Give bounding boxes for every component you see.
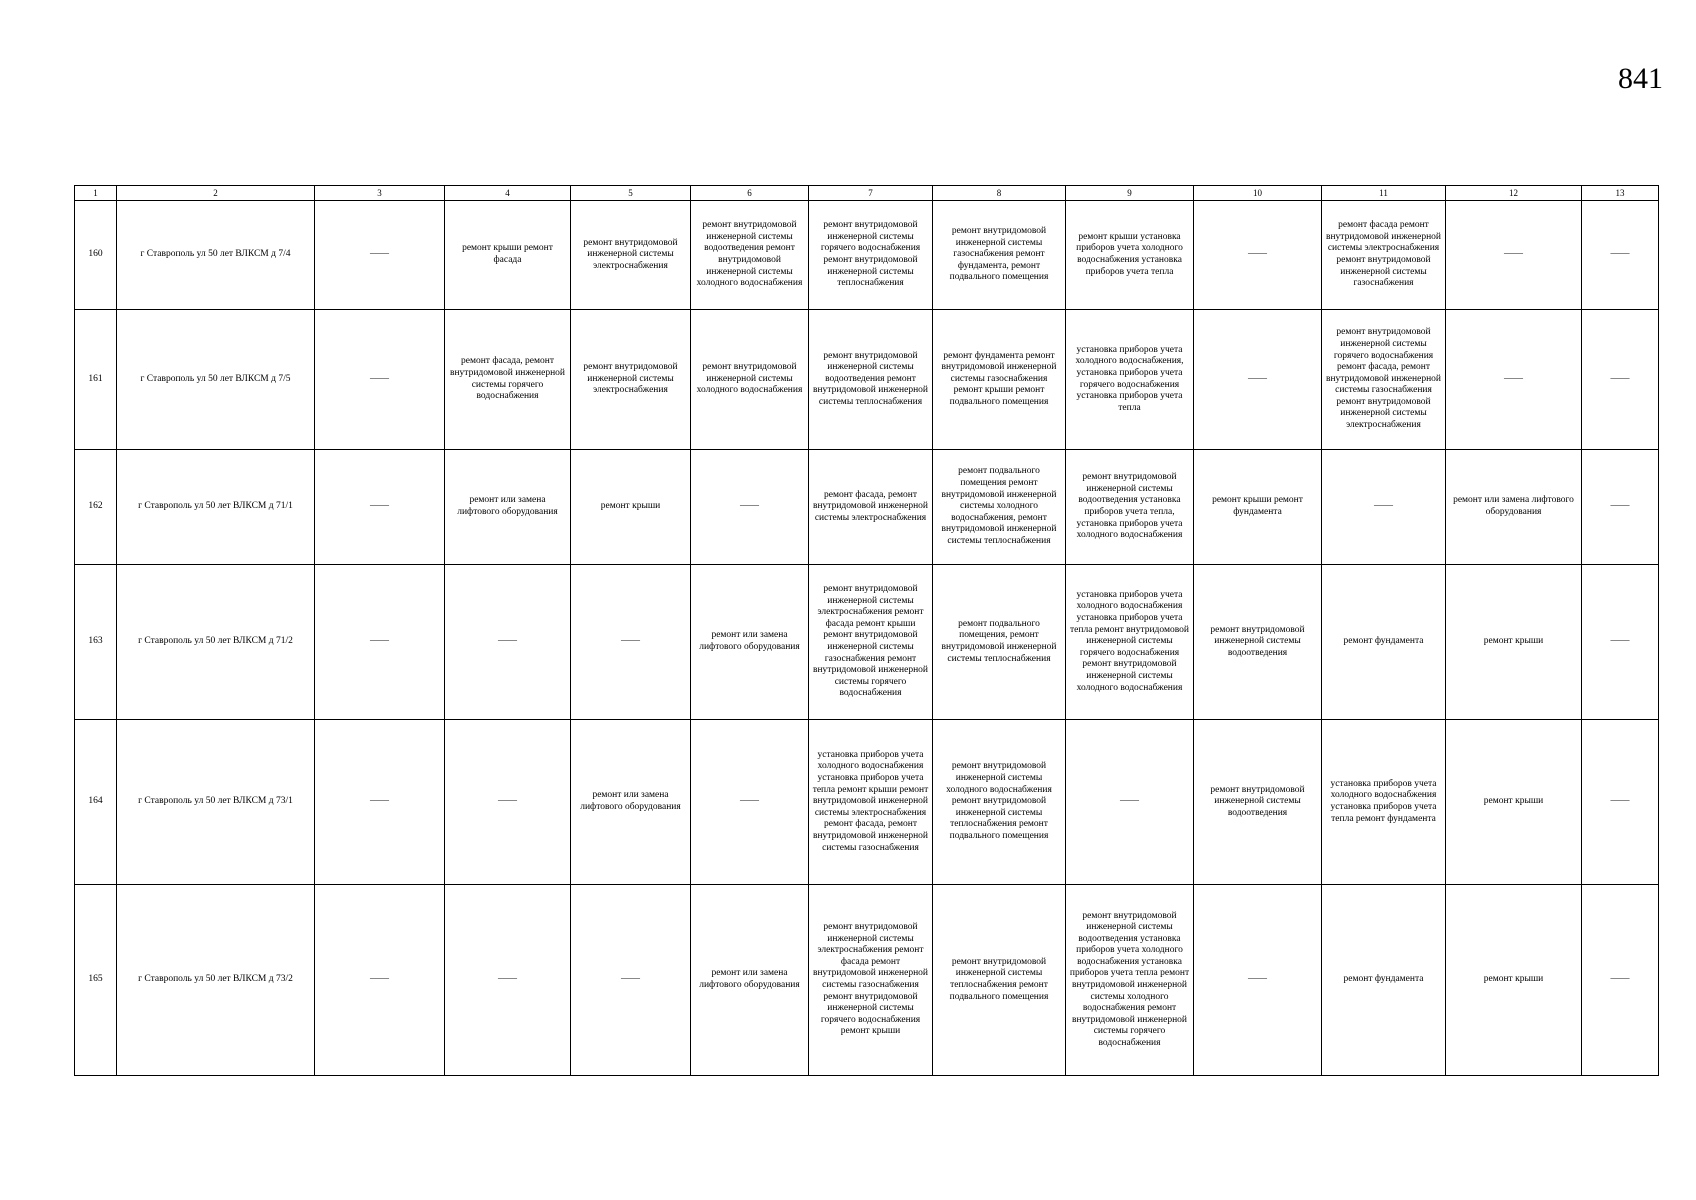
table-cell: ремонт внутридомовой инженерной системы теплоснабжения ремонт подвального помещения: [933, 885, 1066, 1076]
col-header: 4: [445, 186, 571, 201]
table-cell: ——: [315, 310, 445, 450]
table-cell: ремонт внутридомовой инженерной системы электроснабжения ремонт фасада ремонт внутридомовой инженерной системы газоснабжения ремонт внутридомовой инженерной системы горячего водоснабжения ремонт крыши: [809, 885, 933, 1076]
col-header: 9: [1066, 186, 1194, 201]
col-header: 3: [315, 186, 445, 201]
table-cell: ремонт внутридомовой инженерной системы холодного водоснабжения ремонт внутридомовой инженерной системы теплоснабжения ремонт подвального помещения: [933, 720, 1066, 885]
table-cell: ремонт или замена лифтового оборудования: [445, 450, 571, 565]
row-number: 164: [75, 720, 117, 885]
table-cell: ремонт крыши: [1446, 720, 1582, 885]
table-cell: ——: [1582, 310, 1659, 450]
table-cell: ремонт внутридомовой инженерной системы водоотведения ремонт внутридомовой инженерной системы холодного водоснабжения: [691, 201, 809, 310]
address-cell: г Ставрополь ул 50 лет ВЛКСМ д 71/1: [117, 450, 315, 565]
table-cell: ремонт подвального помещения, ремонт внутридомовой инженерной системы теплоснабжения: [933, 565, 1066, 720]
table-cell: установка приборов учета холодного водоснабжения, установка приборов учета горячего водоснабжения установка приборов учета тепла: [1066, 310, 1194, 450]
table-cell: ——: [1446, 201, 1582, 310]
col-header: 12: [1446, 186, 1582, 201]
table-cell: ремонт внутридомовой инженерной системы горячего водоснабжения ремонт внутридомовой инженерной системы теплоснабжения: [809, 201, 933, 310]
col-header: 10: [1194, 186, 1322, 201]
row-number: 165: [75, 885, 117, 1076]
row-number: 163: [75, 565, 117, 720]
table-row: [75, 565, 1659, 720]
address-cell: г Ставрополь ул 50 лет ВЛКСМ д 7/4: [117, 201, 315, 310]
col-header: 7: [809, 186, 933, 201]
address-cell: г Ставрополь ул 50 лет ВЛКСМ д 73/2: [117, 885, 315, 1076]
table-cell: ——: [1322, 450, 1446, 565]
col-header: 1: [75, 186, 117, 201]
column-number-row: [75, 186, 1659, 201]
table-cell: ремонт внутридомовой инженерной системы водоотведения установка приборов учета холодного водоснабжения установка приборов учета тепла ремонт внутридомовой инженерной системы холодного водоснабжения ремонт внутридомовой инженерной системы горячего водоснабжения: [1066, 885, 1194, 1076]
table-cell: ——: [1194, 885, 1322, 1076]
table-cell: ремонт или замена лифтового оборудования: [571, 720, 691, 885]
repair-schedule-table: [74, 185, 1659, 1076]
col-header: 11: [1322, 186, 1446, 201]
table-cell: ——: [1066, 720, 1194, 885]
table-row: [75, 201, 1659, 310]
table-cell: ремонт внутридомовой инженерной системы водоотведения: [1194, 720, 1322, 885]
table-cell: ремонт фундамента: [1322, 885, 1446, 1076]
table-cell: ремонт крыши установка приборов учета холодного водоснабжения установка приборов учета тепла: [1066, 201, 1194, 310]
table-cell: ремонт внутридомовой инженерной системы водоотведения: [1194, 565, 1322, 720]
table-cell: ——: [315, 720, 445, 885]
table-cell: ——: [571, 565, 691, 720]
row-number: 161: [75, 310, 117, 450]
table-cell: ремонт крыши: [571, 450, 691, 565]
table-cell: ——: [571, 885, 691, 1076]
table-cell: ——: [1194, 310, 1322, 450]
table-cell: ——: [315, 565, 445, 720]
table-cell: ремонт или замена лифтового оборудования: [691, 885, 809, 1076]
table-cell: ——: [691, 450, 809, 565]
table-cell: ремонт внутридомовой инженерной системы водоотведения ремонт внутридомовой инженерной системы теплоснабжения: [809, 310, 933, 450]
table-cell: ——: [691, 720, 809, 885]
address-cell: г Ставрополь ул 50 лет ВЛКСМ д 71/2: [117, 565, 315, 720]
table-cell: ——: [1582, 720, 1659, 885]
table-cell: установка приборов учета холодного водоснабжения установка приборов учета тепла ремонт внутридомовой инженерной системы горячего водоснабжения ремонт внутридомовой инженерной системы холодного водоснабжения: [1066, 565, 1194, 720]
row-number: 162: [75, 450, 117, 565]
table-row: [75, 720, 1659, 885]
table-cell: ремонт подвального помещения ремонт внутридомовой инженерной системы холодного водоснабжения, ремонт внутридомовой инженерной системы теплоснабжения: [933, 450, 1066, 565]
table-cell: ремонт фасада, ремонт внутридомовой инженерной системы горячего водоснабжения: [445, 310, 571, 450]
col-header: 6: [691, 186, 809, 201]
col-header: 5: [571, 186, 691, 201]
table-cell: ремонт или замена лифтового оборудования: [691, 565, 809, 720]
address-cell: г Ставрополь ул 50 лет ВЛКСМ д 73/1: [117, 720, 315, 885]
table-cell: ремонт крыши ремонт фундамента: [1194, 450, 1322, 565]
table-cell: ——: [445, 885, 571, 1076]
table-cell: ремонт внутридомовой инженерной системы электроснабжения ремонт фасада ремонт крыши ремонт внутридомовой инженерной системы газоснабжения ремонт внутридомовой инженерной системы горячего водоснабжения: [809, 565, 933, 720]
table-cell: ремонт крыши ремонт фасада: [445, 201, 571, 310]
address-cell: г Ставрополь ул 50 лет ВЛКСМ д 7/5: [117, 310, 315, 450]
table-cell: ремонт фасада, ремонт внутридомовой инженерной системы электроснабжения: [809, 450, 933, 565]
table-cell: ремонт фундамента ремонт внутридомовой инженерной системы газоснабжения ремонт крыши ремонт подвального помещения: [933, 310, 1066, 450]
col-header: 13: [1582, 186, 1659, 201]
table-cell: ——: [1194, 201, 1322, 310]
table-cell: ремонт внутридомовой инженерной системы газоснабжения ремонт фундамента, ремонт подвального помещения: [933, 201, 1066, 310]
table-cell: ——: [445, 565, 571, 720]
table-cell: ——: [1582, 885, 1659, 1076]
table-row: [75, 885, 1659, 1076]
table-cell: ——: [1446, 310, 1582, 450]
table-cell: установка приборов учета холодного водоснабжения установка приборов учета тепла ремонт крыши ремонт внутридомовой инженерной системы электроснабжения ремонт фасада, ремонт внутридомовой инженерной системы газоснабжения: [809, 720, 933, 885]
table-cell: ремонт крыши: [1446, 565, 1582, 720]
table-row: [75, 310, 1659, 450]
table-cell: ремонт фасада ремонт внутридомовой инженерной системы электроснабжения ремонт внутридомовой инженерной системы газоснабжения: [1322, 201, 1446, 310]
table-cell: ремонт внутридомовой инженерной системы холодного водоснабжения: [691, 310, 809, 450]
table-cell: ремонт внутридомовой инженерной системы электроснабжения: [571, 310, 691, 450]
table-cell: ремонт крыши: [1446, 885, 1582, 1076]
table-cell: ремонт или замена лифтового оборудования: [1446, 450, 1582, 565]
table-cell: ——: [445, 720, 571, 885]
table-cell: ремонт фундамента: [1322, 565, 1446, 720]
page-number: 841: [1618, 62, 1663, 95]
table-row: [75, 450, 1659, 565]
row-number: 160: [75, 201, 117, 310]
table-cell: ——: [1582, 565, 1659, 720]
table-cell: ——: [1582, 450, 1659, 565]
col-header: 8: [933, 186, 1066, 201]
col-header: 2: [117, 186, 315, 201]
table-cell: ——: [315, 885, 445, 1076]
table-cell: ——: [1582, 201, 1659, 310]
table-cell: ремонт внутридомовой инженерной системы водоотведения установка приборов учета тепла, установка приборов учета холодного водоснабжения: [1066, 450, 1194, 565]
table-cell: ремонт внутридомовой инженерной системы горячего водоснабжения ремонт фасада, ремонт внутридомовой инженерной системы газоснабжения ремонт внутридомовой инженерной системы электроснабжения: [1322, 310, 1446, 450]
table-cell: установка приборов учета холодного водоснабжения установка приборов учета тепла ремонт фундамента: [1322, 720, 1446, 885]
table-cell: ——: [315, 450, 445, 565]
table-cell: ремонт внутридомовой инженерной системы электроснабжения: [571, 201, 691, 310]
table-cell: ——: [315, 201, 445, 310]
